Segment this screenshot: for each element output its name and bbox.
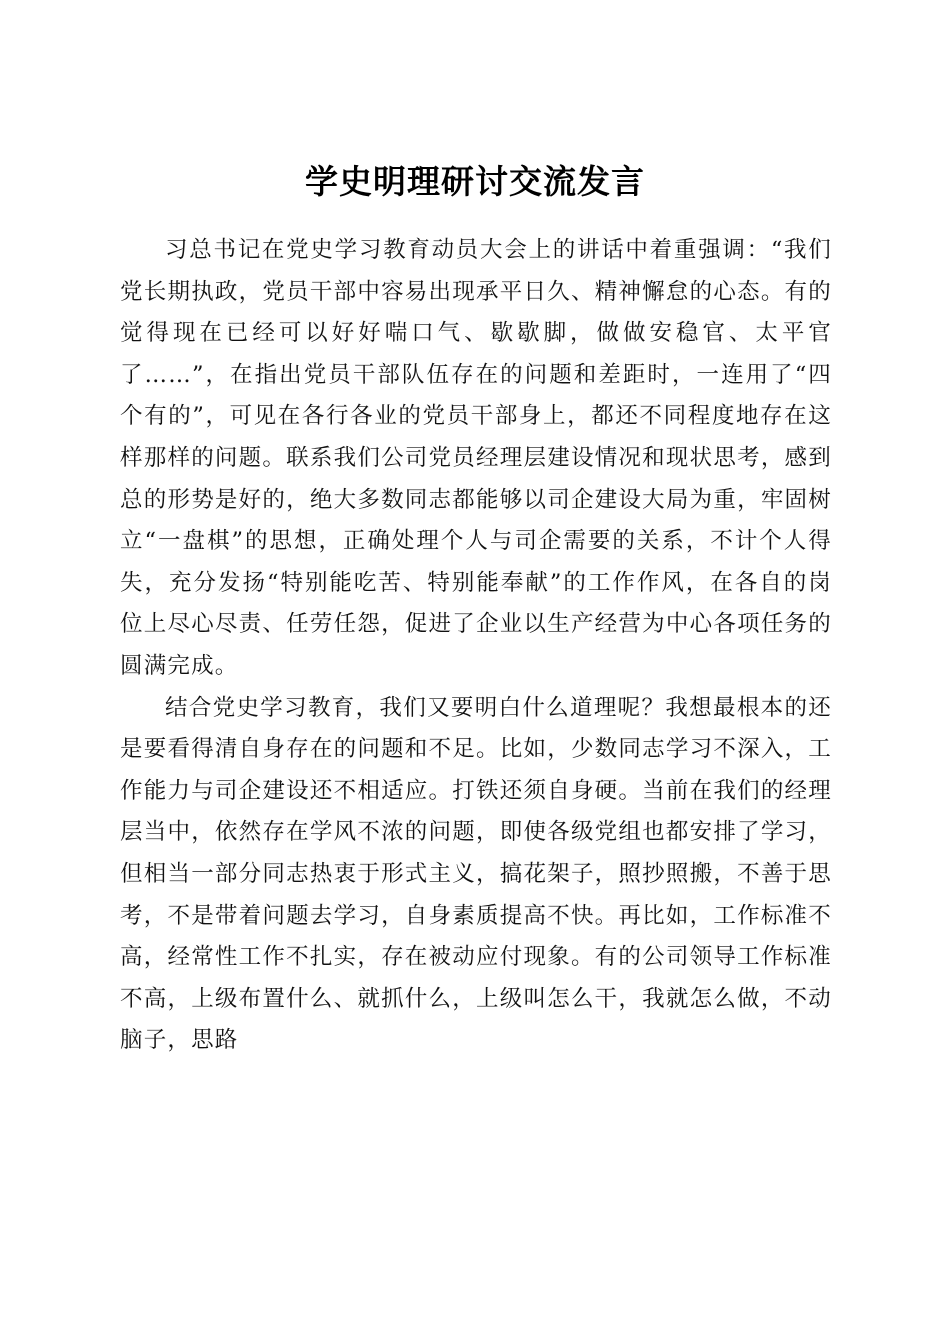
document-title: 学史明理研讨交流发言 bbox=[305, 162, 645, 202]
paragraph-2: 结合党史学习教育，我们又要明白什么道理呢？我想最根本的还是要看得清自身存在的问题和不足。比如，少数同志学习不深入，工作能力与司企建设还不相适应。打铁还须自身硬。当前在我们的经理层当中，依然存在学风不浓的问题，即使各级党组也都安排了学习，但相当一部分同志热衷于形式主义，搞花架子，照抄照搬，不善于思考，不是带着问题去学习，自身素质提高不快。再比如，工作标准不高，经常性工作不扎实，存在被动应付现象。有的公司领导工作标准不高，上级布置什么、就抓什么，上级叫怎么干，我就怎么做，不动脑子，思路 bbox=[120, 694, 832, 1054]
document-body bbox=[120, 230, 832, 1062]
paragraph-1: 习总书记在党史学习教育动员大会上的讲话中着重强调：“我们党长期执政，党员干部中容易出现承平日久、精神懈怠的心态。有的觉得现在已经可以好好喘口气、歇歇脚，做做安稳官、太平官了……”，在指出党员干部队伍存在的问题和差距时，一连用了“四个有的”，可见在各行各业的党员干部身上，都还不同程度地存在这样那样的问题。联系我们公司党员经理层建设情况和现状思考，感到总的形势是好的，绝大多数同志都能够以司企建设大局为重，牢固树立“一盘棋”的思想，正确处理个人与司企需要的关系，不计个人得失，充分发扬“特别能吃苦、特别能奉献”的工作作风，在各自的岗位上尽心尽责、任劳任怨，促进了企业以生产经营为中心各项任务的圆满完成。 bbox=[120, 237, 832, 679]
